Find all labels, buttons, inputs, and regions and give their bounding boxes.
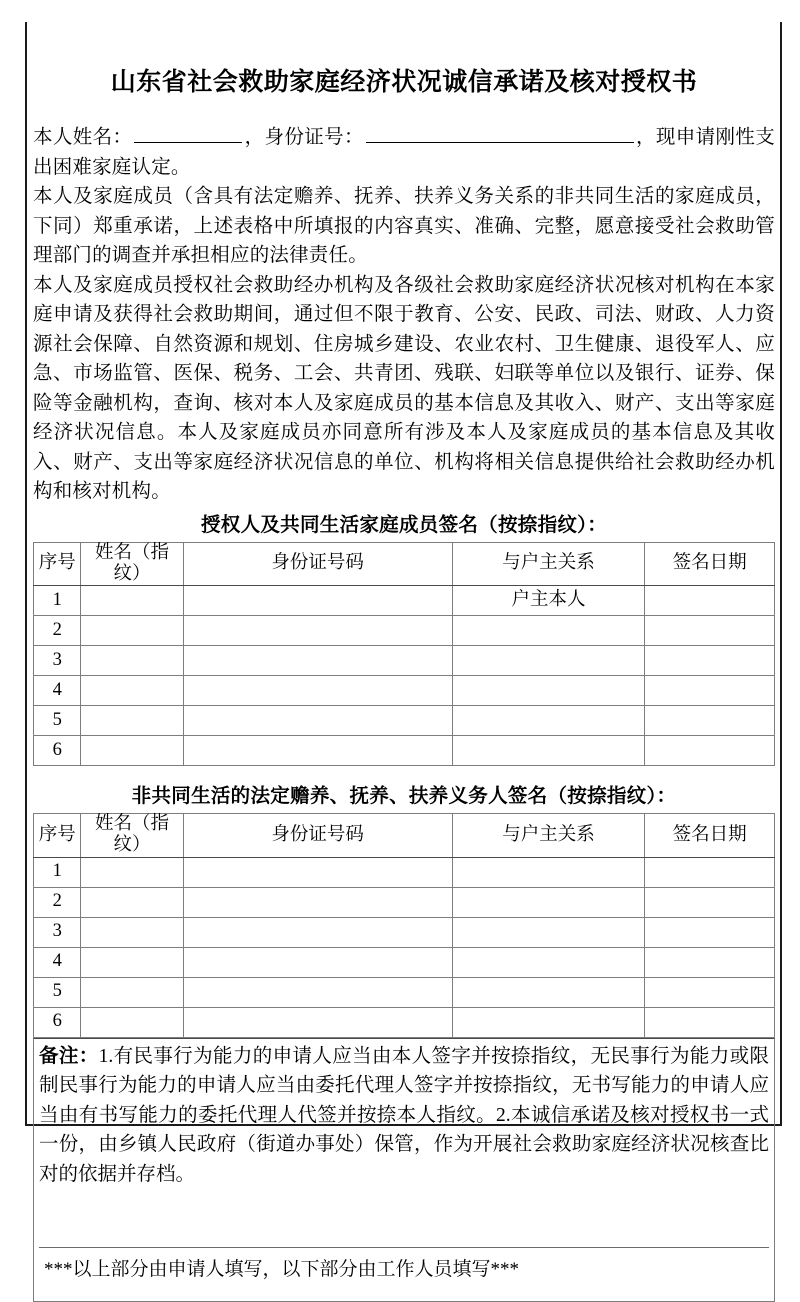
cell-name[interactable]	[81, 736, 183, 766]
column-header-relation: 与户主关系	[452, 814, 645, 858]
cell-seq: 3	[34, 917, 81, 947]
id-number-label: 身份证号：	[264, 127, 364, 148]
remarks-paragraph	[39, 1042, 769, 1190]
table-row	[34, 676, 775, 706]
table-row	[34, 917, 775, 947]
cell-seq: 1	[34, 857, 81, 887]
column-header-id: 身份证号码	[183, 814, 452, 858]
cell-relation[interactable]	[452, 947, 645, 977]
document-content	[29, 22, 779, 1302]
column-header-date: 签名日期	[645, 542, 775, 586]
cell-name[interactable]	[81, 676, 183, 706]
cell-id[interactable]	[183, 706, 452, 736]
cell-relation[interactable]	[452, 977, 645, 1007]
cell-date[interactable]	[645, 1007, 775, 1037]
cell-date[interactable]	[645, 676, 775, 706]
cell-name[interactable]	[81, 616, 183, 646]
cell-id[interactable]	[183, 947, 452, 977]
page-title: 山东省社会救助家庭经济状况诚信承诺及核对授权书	[110, 68, 698, 96]
cell-relation[interactable]	[452, 887, 645, 917]
table-row	[34, 646, 775, 676]
table-row	[34, 1007, 775, 1037]
table-row	[34, 586, 775, 616]
column-header-relation: 与户主关系	[452, 542, 645, 586]
cell-id[interactable]	[183, 586, 452, 616]
commitment-paragraph: 本人及家庭成员（含具有法定赡养、抚养、扶养义务关系的非共同生活的家庭成员，下同）郑重承诺，上述表格中所填报的内容真实、准确、完整，愿意接受社会救助管理部门的调查并承担相应的法律责任。	[33, 186, 775, 266]
cell-date[interactable]	[645, 917, 775, 947]
cell-id[interactable]	[183, 917, 452, 947]
cell-id[interactable]	[183, 676, 452, 706]
cell-name[interactable]	[81, 706, 183, 736]
cell-name[interactable]	[81, 1007, 183, 1037]
cell-id[interactable]	[183, 736, 452, 766]
cell-name[interactable]	[81, 977, 183, 1007]
household-members-table	[33, 542, 775, 767]
cell-date[interactable]	[645, 586, 775, 616]
cell-seq: 6	[34, 1007, 81, 1037]
cell-name[interactable]	[81, 857, 183, 887]
support-obligors-table	[33, 813, 775, 1038]
column-header-id: 身份证号码	[183, 542, 452, 586]
cell-relation[interactable]	[452, 857, 645, 887]
cell-seq: 4	[34, 676, 81, 706]
cell-name[interactable]	[81, 947, 183, 977]
cell-date[interactable]	[645, 616, 775, 646]
cell-relation[interactable]	[452, 676, 645, 706]
remarks-section	[33, 1038, 775, 1302]
cell-relation[interactable]: 户主本人	[452, 586, 645, 616]
cell-seq: 2	[34, 887, 81, 917]
cell-seq: 5	[34, 977, 81, 1007]
column-header-seq: 序号	[34, 542, 81, 586]
cell-relation[interactable]	[452, 646, 645, 676]
table-row	[34, 736, 775, 766]
cell-id[interactable]	[183, 1007, 452, 1037]
table-header-row	[34, 814, 775, 858]
cell-relation[interactable]	[452, 917, 645, 947]
cell-seq: 5	[34, 706, 81, 736]
intro-separator-1: ，	[244, 127, 265, 148]
intro-tail-text: 现申请刚性支出困难家庭认定。	[33, 127, 775, 178]
cell-seq: 6	[34, 736, 81, 766]
cell-name[interactable]	[81, 646, 183, 676]
table-row	[34, 706, 775, 736]
cell-date[interactable]	[645, 706, 775, 736]
column-header-date: 签名日期	[645, 814, 775, 858]
column-header-name: 姓名（指纹）	[81, 814, 183, 858]
table-row	[34, 887, 775, 917]
cell-name[interactable]	[81, 887, 183, 917]
cell-date[interactable]	[645, 736, 775, 766]
applicant-name-field[interactable]	[134, 125, 242, 143]
cell-date[interactable]	[645, 947, 775, 977]
cell-id[interactable]	[183, 977, 452, 1007]
cell-name[interactable]	[81, 917, 183, 947]
authorization-paragraph: 本人及家庭成员授权社会救助经办机构及各级社会救助家庭经济状况核对机构在本家庭申请及获得社会救助期间，通过但不限于教育、公安、民政、司法、财政、人力资源社会保障、自然资源和规划、住房城乡建设、农业农村、卫生健康、退役军人、应急、市场监管、医保、税务、工会、共青团、残联、妇联等单位以及银行、证券、保险等金融机构，查询、核对本人及家庭成员的基本信息及其收入、财产、支出等家庭经济状况信息。本人及家庭成员亦同意所有涉及本人及家庭成员的基本信息及其收入、财产、支出等家庭经济状况信息的单位、机构将相关信息提供给社会救助经办机构和核对机构。	[33, 274, 775, 502]
cell-seq: 3	[34, 646, 81, 676]
table-row	[34, 857, 775, 887]
intro-separator-2: ，	[635, 127, 656, 148]
cell-date[interactable]	[645, 887, 775, 917]
table-1-heading: 授权人及共同生活家庭成员签名（按捺指纹）：	[200, 513, 608, 536]
intro-paragraph	[33, 123, 775, 182]
id-number-field[interactable]	[366, 125, 634, 143]
applicant-name-label: 本人姓名：	[33, 127, 133, 148]
remarks-blank-space	[39, 1189, 769, 1247]
remarks-label: 备注：	[39, 1044, 99, 1067]
cell-id[interactable]	[183, 646, 452, 676]
cell-date[interactable]	[645, 646, 775, 676]
cell-relation[interactable]	[452, 1007, 645, 1037]
table-2-heading: 非共同生活的法定赡养、抚养、扶养义务人签名（按捺指纹）：	[131, 785, 677, 808]
column-header-name: 姓名（指纹）	[81, 542, 183, 586]
cell-seq: 4	[34, 947, 81, 977]
table-row	[34, 947, 775, 977]
column-header-seq: 序号	[34, 814, 81, 858]
cell-relation[interactable]	[452, 736, 645, 766]
cell-id[interactable]	[183, 887, 452, 917]
cell-id[interactable]	[183, 857, 452, 887]
cell-date[interactable]	[645, 977, 775, 1007]
footer-note: ***以上部分由申请人填写，以下部分由工作人员填写***	[39, 1247, 769, 1291]
cell-id[interactable]	[183, 616, 452, 646]
cell-name[interactable]	[81, 586, 183, 616]
remarks-body: 1.有民事行为能力的申请人应当由本人签字并按捺指纹，无民事行为能力或限制民事行为能力的申请人应当由委托代理人签字并按捺指纹，无书写能力的申请人应当由有书写能力的委托代理人代签并按捺本人指纹。2.本诚信承诺及核对授权书一式一份，由乡镇人民政府（街道办事处）保管，作为开展社会救助家庭经济状况核查比对的依据并存档。	[39, 1045, 769, 1185]
cell-seq: 1	[34, 586, 81, 616]
cell-date[interactable]	[645, 857, 775, 887]
cell-relation[interactable]	[452, 616, 645, 646]
cell-seq: 2	[34, 616, 81, 646]
cell-relation[interactable]	[452, 706, 645, 736]
table-gap-divider	[33, 766, 775, 778]
table-header-row	[34, 542, 775, 586]
table-row	[34, 616, 775, 646]
table-row	[34, 977, 775, 1007]
